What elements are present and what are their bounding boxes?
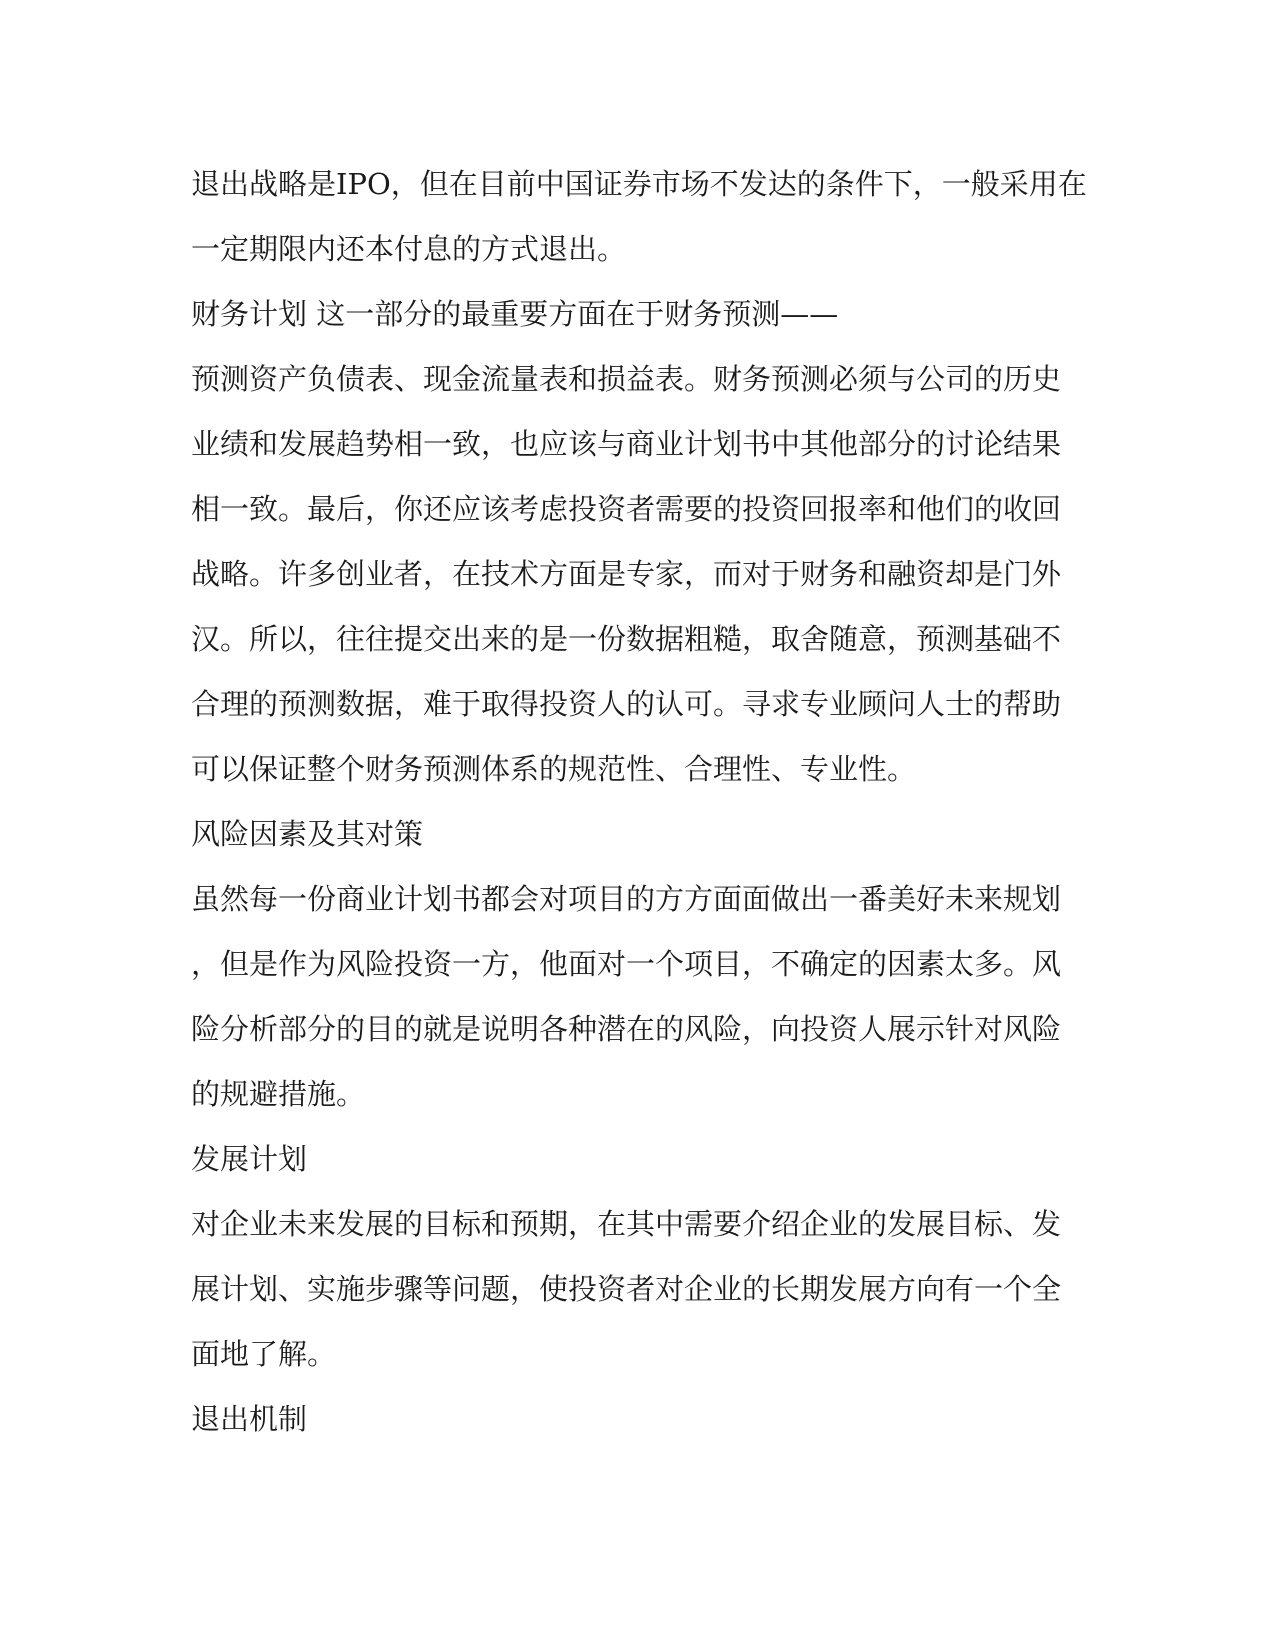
text-line: 展计划、实施步骤等问题，使投资者对企业的长期发展方向有一个全 [191, 1272, 1062, 1306]
section-heading-risk-factors: 风险因素及其对策 [191, 817, 424, 851]
text-line: 战略。许多创业者，在技术方面是专家，而对于财务和融资却是门外 [191, 557, 1062, 591]
text-line: ，但是作为风险投资一方，他面对一个项目，不确定的因素太多。风 [191, 947, 1062, 981]
text-line: 预测资产负债表、现金流量表和损益表。财务预测必须与公司的历史 [191, 362, 1062, 396]
text-line: 险分析部分的目的就是说明各种潜在的风险，向投资人展示针对风险 [191, 1012, 1062, 1046]
text-line: 对企业未来发展的目标和预期，在其中需要介绍企业的发展目标、发 [191, 1207, 1062, 1241]
text-line: 相一致。最后，你还应该考虑投资者需要的投资回报率和他们的收回 [191, 492, 1062, 526]
text-line: 退出战略是IPO，但在目前中国证券市场不发达的条件下，一般采用在 [191, 167, 1087, 201]
text-line: 合理的预测数据，难于取得投资人的认可。寻求专业顾问人士的帮助 [191, 687, 1062, 721]
section-heading-financial-plan: 财务计划 这一部分的最重要方面在于财务预测—— [191, 297, 839, 331]
body-text [191, 152, 1087, 1452]
text-line: 虽然每一份商业计划书都会对项目的方方面面做出一番美好未来规划 [191, 882, 1062, 916]
text-line: 一定期限内还本付息的方式退出。 [191, 232, 627, 266]
text-line: 可以保证整个财务预测体系的规范性、合理性、专业性。 [191, 752, 917, 786]
text-line: 业绩和发展趋势相一致，也应该与商业计划书中其他部分的讨论结果 [191, 427, 1062, 461]
section-heading-exit-mechanism: 退出机制 [191, 1402, 308, 1436]
section-heading-development-plan: 发展计划 [191, 1142, 308, 1176]
text-line: 汉。所以，往往提交出来的是一份数据粗糙，取舍随意，预测基础不 [191, 622, 1062, 656]
text-line: 的规避措施。 [191, 1077, 366, 1111]
text-line: 面地了解。 [191, 1337, 337, 1371]
